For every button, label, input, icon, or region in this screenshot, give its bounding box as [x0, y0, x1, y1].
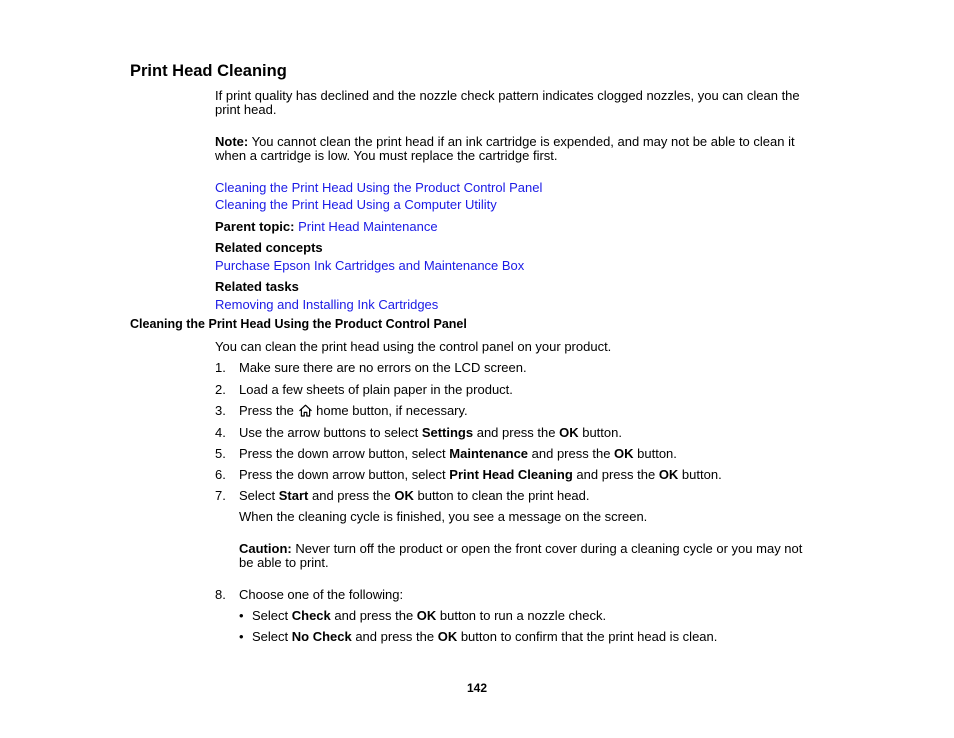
step-text-part: and press the: [572, 467, 659, 482]
bullet-text-bold: Check: [291, 608, 331, 623]
step-number: 2.: [215, 382, 226, 397]
step-text-bold: Maintenance: [449, 446, 529, 461]
step-text-bold: Start: [278, 488, 309, 503]
bullet-text-bold: OK: [437, 629, 458, 644]
link-purchase-epson-ink[interactable]: Purchase Epson Ink Cartridges and Maintenance Box: [215, 258, 525, 273]
link-removing-installing-cartridges[interactable]: Removing and Installing Ink Cartridges: [215, 297, 439, 312]
intro-line: If print quality has declined and the nozzle check pattern indicates clogged nozzles, you can clean the: [215, 88, 800, 103]
bullet-text-bold: No Check: [291, 629, 352, 644]
step-text-bold: Print Head Cleaning: [449, 467, 573, 482]
caution-label: Caution:: [239, 541, 292, 556]
step-number: 7.: [215, 488, 226, 503]
intro-line: print head.: [215, 102, 277, 117]
step-text: Make sure there are no errors on the LCD screen.: [239, 360, 527, 375]
step-text-part: Select: [239, 488, 279, 503]
step-number: 1.: [215, 360, 226, 375]
note-label: Note:: [215, 134, 249, 149]
step-text: [239, 425, 622, 440]
step-text-part: button to clean the print head.: [413, 488, 590, 503]
bullet-text: [252, 608, 606, 623]
parent-topic-label: Parent topic:: [215, 219, 295, 234]
step-text-part: Use the arrow buttons to select: [239, 425, 422, 440]
step-number: 6.: [215, 467, 226, 482]
step-number: 8.: [215, 587, 226, 602]
bullet-text-part: and press the: [330, 608, 417, 623]
bullet-text-part: and press the: [351, 629, 438, 644]
link-print-head-maintenance[interactable]: Print Head Maintenance: [298, 219, 438, 234]
home-icon: [298, 404, 313, 417]
step-text-part: button.: [633, 446, 677, 461]
step-text-bold: Settings: [421, 425, 474, 440]
step-number: 3.: [215, 403, 226, 418]
bullet-text-part: button to confirm that the print head is clean.: [457, 629, 718, 644]
bullet-text: [252, 629, 717, 644]
bullet-text-part: button to run a nozzle check.: [436, 608, 607, 623]
step-text-part: home button, if necessary.: [312, 403, 468, 418]
section-intro: You can clean the print head using the control panel on your product.: [215, 339, 612, 354]
related-tasks-label: Related tasks: [215, 279, 299, 294]
step-text-bold: OK: [559, 425, 579, 440]
step-text: [239, 488, 590, 503]
section-heading: Cleaning the Print Head Using the Product Control Panel: [130, 317, 467, 331]
step-text-part: and press the: [473, 425, 560, 440]
step-text-part: Press the down arrow button, select: [239, 467, 450, 482]
bullet-glyph: •: [239, 629, 244, 644]
step-number: 4.: [215, 425, 226, 440]
page-number: 142: [466, 681, 488, 695]
page-title: Print Head Cleaning: [130, 62, 287, 80]
step-text-bold: OK: [614, 446, 634, 461]
caution-line: be able to print.: [239, 555, 329, 570]
bullet-glyph: •: [239, 608, 244, 623]
caution-line: [239, 541, 802, 556]
link-cleaning-computer-utility[interactable]: Cleaning the Print Head Using a Computer Utility: [215, 197, 497, 212]
step-text-bold: OK: [658, 467, 679, 482]
related-concepts-label: Related concepts: [215, 240, 323, 255]
link-cleaning-control-panel[interactable]: Cleaning the Print Head Using the Product Control Panel: [215, 180, 543, 195]
step-text: [239, 467, 722, 482]
note-text: You cannot clean the print head if an ink cartridge is expended, and may not be able to clean it: [248, 134, 795, 149]
bullet-text-part: Select: [252, 608, 292, 623]
note-line: when a cartridge is low. You must replace the cartridge first.: [215, 148, 558, 163]
step-text-part: Press the: [239, 403, 298, 418]
step-text: Choose one of the following:: [239, 587, 404, 602]
parent-topic: [215, 219, 438, 234]
step-text: [239, 403, 468, 418]
step-text-part: button.: [578, 425, 622, 440]
bullet-text-bold: OK: [416, 608, 437, 623]
step-text-part: and press the: [528, 446, 615, 461]
step-text-bold: OK: [394, 488, 414, 503]
step-text: [239, 446, 677, 461]
note-line: [215, 134, 795, 149]
step-result: When the cleaning cycle is finished, you see a message on the screen.: [239, 509, 648, 524]
step-number: 5.: [215, 446, 226, 461]
step-text-part: and press the: [308, 488, 395, 503]
bullet-text-part: Select: [252, 629, 292, 644]
caution-text: Never turn off the product or open the front cover during a cleaning cycle or you may not: [291, 541, 803, 556]
step-text-part: Press the down arrow button, select: [239, 446, 450, 461]
step-text-part: button.: [678, 467, 722, 482]
step-text: Load a few sheets of plain paper in the product.: [239, 382, 513, 397]
